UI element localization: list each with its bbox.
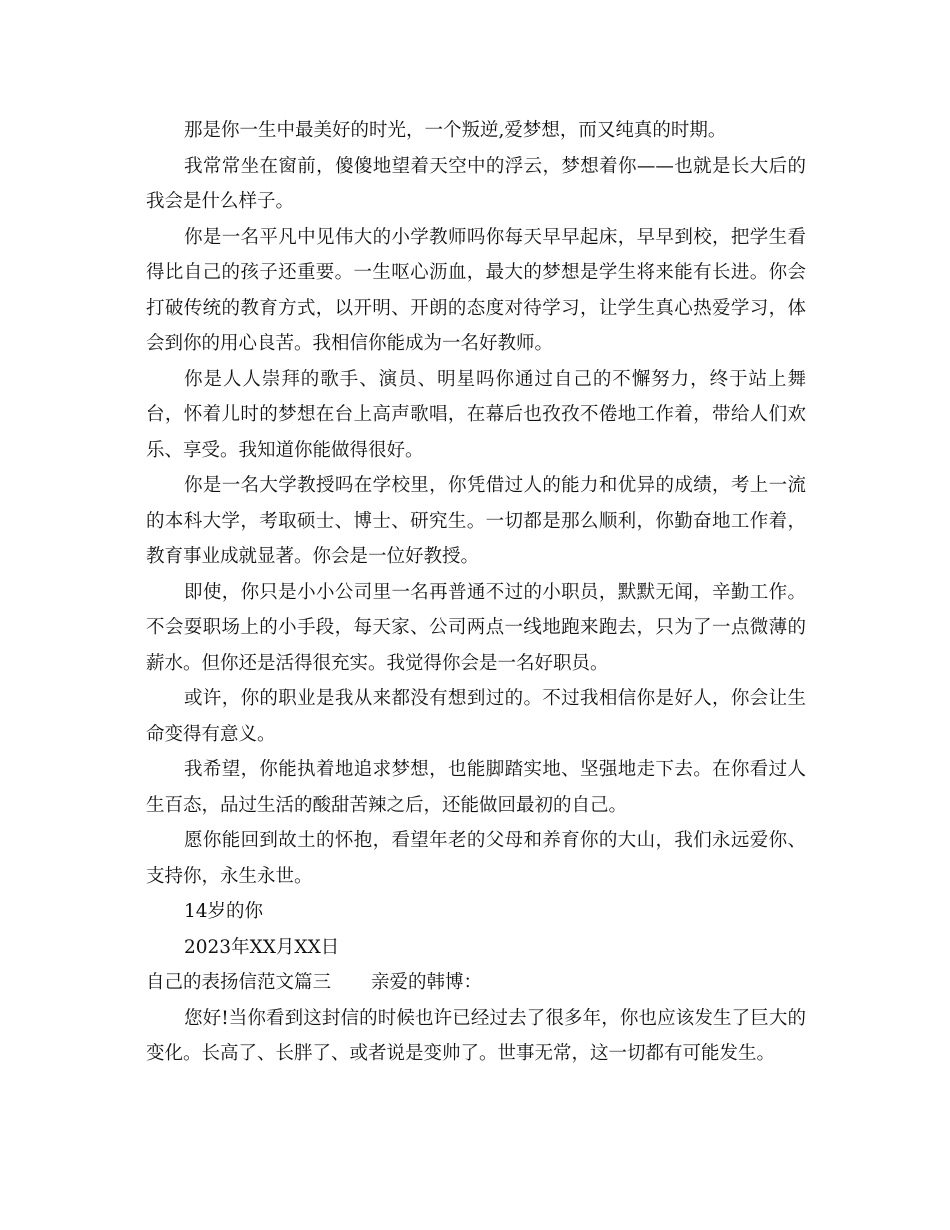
paragraph: 你是一名大学教授吗在学校里，你凭借过人的能力和优异的成绩，考上一流的本科大学，考取硕士、博士、研究生。一切都是那么顺利，你勤奋地工作着，教育事业成就显著。你会是一位好教授。 [146,475,806,567]
section-title: 自己的表扬信范文篇三 [146,972,332,993]
paragraph: 愿你能回到故土的怀抱，看望年老的父母和养育你的大山，我们永远爱你、支持你，永生永世。 [146,830,806,887]
paragraph: 那是你一生中最美好的时光，一个叛逆,爱梦想，而又纯真的时期。 [184,120,727,141]
paragraph: 我希望，你能执着地追求梦想，也能脚踏实地、坚强地走下去。在你看过人生百态，品过生活的酸甜苦辣之后，还能做回最初的自己。 [146,759,806,816]
section-heading-line [146,965,806,1001]
paragraph: 你是一名平凡中见伟大的小学教师吗你每天早早起床，早早到校，把学生看得比自己的孩子还重要。一生呕心沥血，最大的梦想是学生将来能有长进。你会打破传统的教育方式，以开明、开朗的态度对待学习，让学生真心热爱学习，体会到你的用心良苦。我相信你能成为一名好教师。 [146,226,806,354]
date-line: 2023年XX月XX日 [184,936,340,958]
salutation: 亲爱的韩博： [371,972,483,993]
paragraph: 即使，你只是小小公司里一名再普通不过的小职员，默默无闻，辛勤工作。不会耍职场上的小手段，每天家、公司两点一线地跑来跑去，只为了一点微薄的薪水。但你还是活得很充实。我觉得你会是一名好职员。 [146,581,806,674]
paragraph: 我常常坐在窗前，傻傻地望着天空中的浮云，梦想着你——也就是长大后的我会是什么样子。 [146,155,806,212]
paragraph: 你是人人崇拜的歌手、演员、明星吗你通过自己的不懈努力，终于站上舞台，怀着儿时的梦想在台上高声歌唱，在幕后也孜孜不倦地工作着，带给人们欢乐、享受。我知道你能做得很好。 [146,368,806,461]
paragraph: 您好!当你看到这封信的时候也许已经过去了很多年，你也应该发生了巨大的变化。长高了、长胖了、或者说是变帅了。世事无常，这一切都有可能发生。 [146,1007,806,1064]
signature: 14岁的你 [184,901,264,922]
paragraph: 或许，你的职业是我从来都没有想到过的。不过我相信你是好人，你会让生命变得有意义。 [146,688,806,745]
letter-body [146,113,806,1072]
